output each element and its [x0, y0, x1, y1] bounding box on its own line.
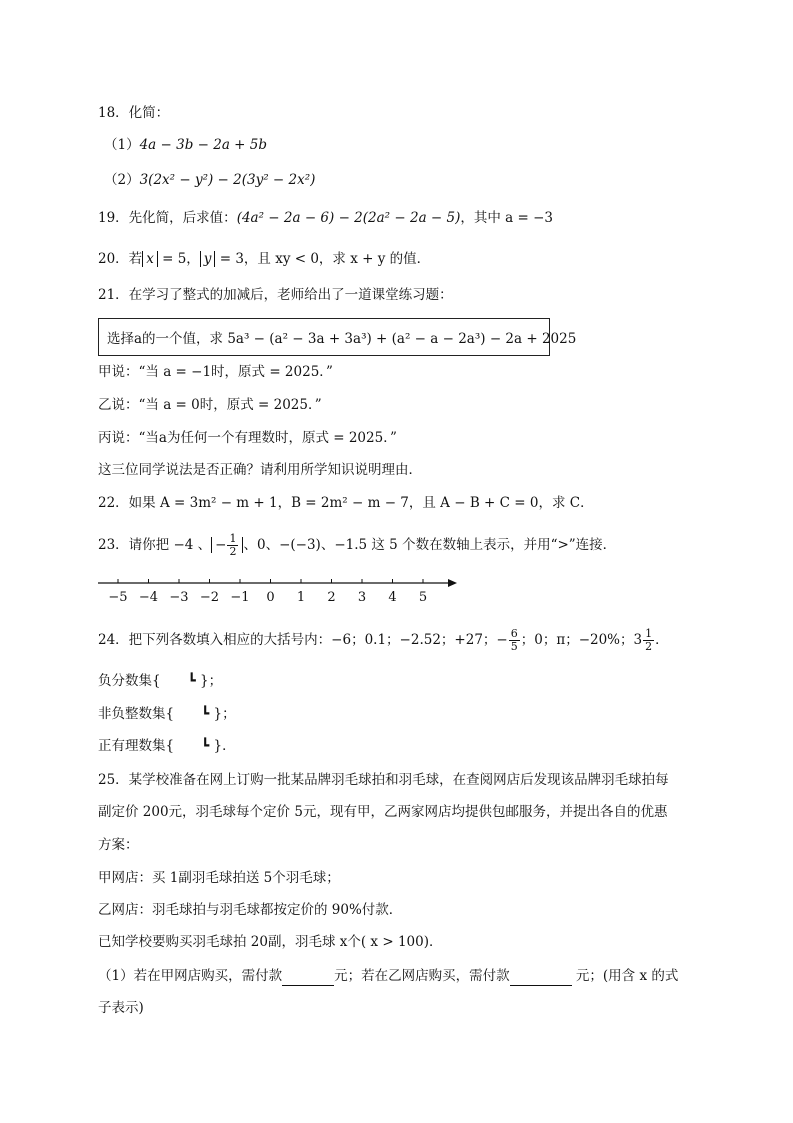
- number-line-arrow: [448, 579, 457, 587]
- q20-eq5: = 5，: [157, 251, 200, 267]
- q19-prefix: 19．先化简，后求值：: [98, 210, 237, 226]
- q25-line-3: 方案：: [98, 837, 139, 853]
- q23-frac-sign: −: [215, 537, 227, 553]
- q19-expr: (4a² − 2a − 6) − 2(2a² − 2a − 5): [236, 210, 461, 226]
- q21-jia: 甲说：“当 a = −1时，原式 = 2025．”: [98, 364, 333, 380]
- q20-abs-y: y: [200, 251, 216, 267]
- q25-line-8: 子表示): [98, 1000, 144, 1016]
- q25-line-2: 副定价 200元，羽毛球每个定价 5元，现有甲，乙两家网店均提供包邮服务，并提出各自的优惠: [98, 804, 668, 820]
- q25-line-5: 乙网店：羽毛球拍与羽毛球都按定价的 90%付款．: [98, 902, 403, 918]
- q24-frac2: [643, 628, 654, 653]
- number-line-tick-label: 2: [327, 590, 336, 605]
- q20-rest: = 3，且 xy < 0，求 x + y 的值．: [215, 251, 431, 267]
- q18-title: 18．化简：: [98, 105, 170, 121]
- q21-exercise-box: [98, 318, 577, 356]
- q18-part2: [104, 170, 315, 190]
- q24-set-negative-fractions: 负分数集{ ┗ }；: [98, 673, 223, 689]
- q18-part1-label: （1）: [104, 137, 140, 153]
- number-line-tick-label: −4: [138, 590, 159, 605]
- q21-box-text: 选择a的一个值，求 5a³ − (a² − 3a + 3a³) + (a² − a − 2a³) − 2a + 2025: [107, 331, 577, 347]
- q23-frac-den: 2: [229, 545, 237, 558]
- number-line-tick-label: 0: [266, 590, 275, 605]
- number-line-tick-label: −3: [169, 590, 189, 605]
- number-line-tick-label: −1: [230, 590, 250, 605]
- q23-suffix: 、0、−(−3)、−1.5 这 5 个数在数轴上表示，并用“>”连接．: [243, 537, 617, 553]
- q23-frac-num: 1: [229, 532, 237, 545]
- number-line-tick-label: −5: [108, 590, 128, 605]
- q23-prefix: 23．请你把 −4 、: [98, 537, 212, 553]
- q25-line-6: 已知学校要购买羽毛球拍 20副，羽毛球 x个( x > 100)．: [98, 934, 443, 950]
- number-line: [96, 572, 461, 606]
- q20: [98, 249, 430, 269]
- q21-yi: 乙说：“当 a = 0时，原式 = 2025．”: [98, 397, 322, 413]
- q24-frac1: [509, 628, 520, 653]
- q23-abs-frac: [211, 532, 243, 558]
- q24-frac2-num: 1: [645, 627, 653, 640]
- q24-frac1-den: 5: [510, 640, 518, 653]
- number-line-tick-label: 4: [388, 590, 397, 605]
- q24-prefix: 24．把下列各数填入相应的大括号内：−6；0.1；−2.52；+27；: [98, 632, 497, 648]
- q24-end: ．: [655, 632, 669, 648]
- q24-set-nonnegative-integers: 非负整数集{ ┗ }；: [98, 706, 236, 722]
- q25-line-7: [98, 966, 678, 986]
- q25-line-1: 25．某学校准备在网上订购一批某品牌羽毛球拍和羽毛球，在查阅网店后发现该品牌羽毛球拍每: [98, 772, 669, 788]
- q19: [98, 208, 553, 228]
- q20-prefix: 20．若: [98, 251, 143, 267]
- q24-frac2-den: 2: [645, 640, 653, 653]
- q24-frac1-sign: −: [496, 632, 508, 648]
- q21-title: 21．在学习了整式的加减后，老师给出了一道课堂练习题：: [98, 287, 453, 303]
- q23-fraction: [227, 533, 238, 558]
- q24: [98, 628, 669, 653]
- q23: [98, 533, 616, 558]
- q25-part1-text-a: （1）若在甲网店购买，需付款: [98, 968, 283, 984]
- number-line-tick-label: 5: [418, 590, 428, 605]
- q19-suffix: ，其中 a = −3: [460, 210, 554, 226]
- q18-part1-expr: 4a − 3b − 2a + 5b: [139, 137, 268, 153]
- q24-middle: ；0；π；−20%；3: [520, 632, 643, 648]
- q24-set-positive-rationals: 正有理数集{ ┗ }．: [98, 738, 236, 754]
- q22: 22．如果 A = 3m² − m + 1，B = 2m² − m − 7，且 A − B + C = 0，求 C．: [98, 495, 594, 511]
- q24-frac1-num: 6: [510, 627, 518, 640]
- number-line-tick-label: 3: [357, 590, 367, 605]
- q25-line-4: 甲网店：买 1副羽毛球拍送 5个羽毛球；: [98, 870, 340, 886]
- q21-bing: 丙说：“当a为任何一个有理数时，原式 = 2025．”: [98, 430, 397, 446]
- q18-part1: [104, 135, 267, 155]
- q25-answer-blank-yi[interactable]: [510, 970, 572, 986]
- q21-question: 这三位同学说法是否正确？请利用所学知识说明理由．: [98, 462, 422, 478]
- q18-part2-label: （2）: [104, 172, 140, 188]
- q25-answer-blank-jia[interactable]: [282, 970, 334, 986]
- q20-abs-x: x: [142, 251, 158, 267]
- q18-part2-expr: 3(2x² − y²) − 2(3y² − 2x²): [139, 172, 316, 188]
- q25-part1-text-c: 元；(用含 x 的式: [571, 968, 679, 984]
- number-line-tick-label: 1: [296, 590, 306, 605]
- q25-part1-text-b: 元；若在乙网店购买，需付款: [334, 968, 510, 984]
- number-line-tick-label: −2: [199, 590, 220, 605]
